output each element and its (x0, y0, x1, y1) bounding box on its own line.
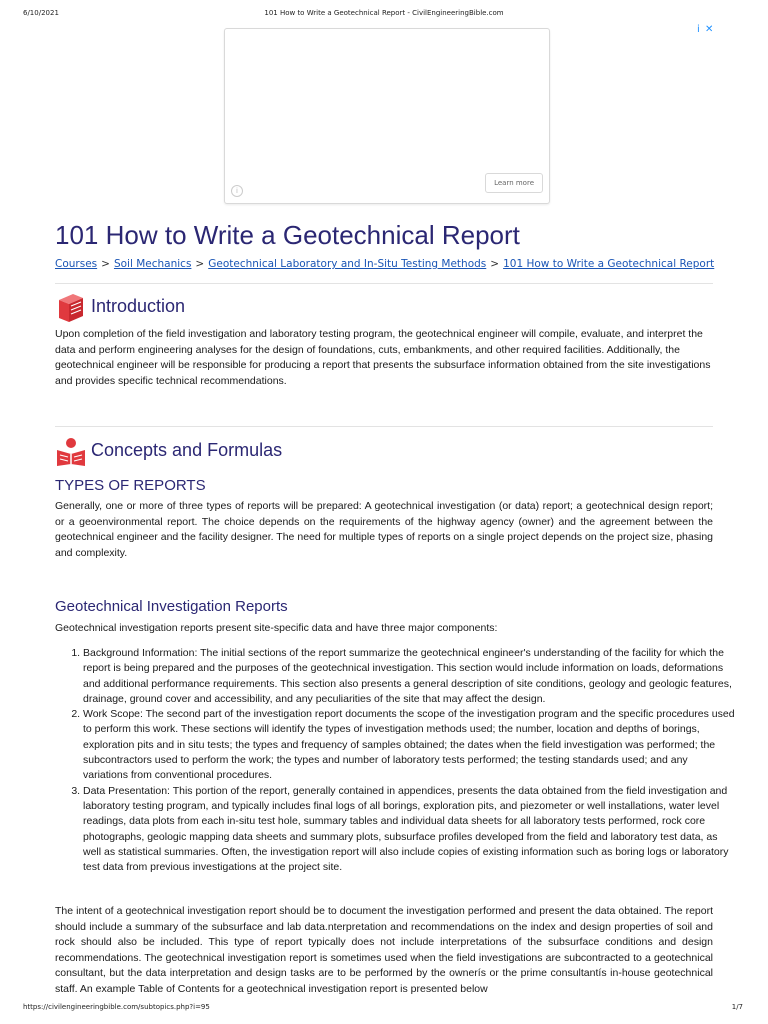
divider (55, 426, 713, 427)
list-item: 2. Work Scope: The second part of the investigation report documents the scope of the investigation program and the specific procedures used to perform this work. These sections will identify the types of investigation methods used; the number, location and depths of borings, exploration pits and in situ tests; the types and frequency of samples obtained; the dates when the field investigation was performed; the subcontractors used to perform the work; the types and number of laboratory tests performed; the testing standards used; and any variations from conventional procedures. (83, 707, 735, 783)
book-icon (55, 292, 87, 324)
gir-intro: Geotechnical investigation reports present site-specific data and have three major components: (55, 622, 498, 634)
divider (55, 283, 713, 284)
types-of-reports-heading: TYPES OF REPORTS (55, 477, 206, 494)
ad-info-icon: i (231, 185, 243, 197)
page-title: 101 How to Write a Geotechnical Report (55, 220, 520, 250)
print-title: 101 How to Write a Geotechnical Report - CivilEngineeringBible.com (264, 9, 504, 17)
ad-banner[interactable] (224, 28, 550, 204)
introduction-title: Introduction (91, 296, 186, 316)
types-of-reports-text: Generally, one or more of three types of reports will be prepared: A geotechnical investigation (or data) report; a geotechnical design report; or a geoenvironmental report. The choice depends on the requirements of the highway agency (owner) and the agreement between the geotechnical engineer and the facility designer. The need for multiple types of reports on a single project depends on the project size, phasing and complexity. (55, 500, 713, 559)
reader-icon (55, 436, 87, 468)
list-item: 1. Background Information: The initial sections of the report summarize the geotechnical engineer's understanding of the facility for which the report is being prepared and the purposes of the geotechnical investigation. This section would include information on loads, deformations and additional performance requirements. This section also presents a general description of site conditions, geology and geologic features, drainage, ground cover and accessibility, and any peculiarities of the site that may affect the design. (83, 646, 735, 707)
print-header (0, 9, 768, 21)
print-url: https://civilengineeringbible.com/subtopics.php?i=95 (23, 1003, 210, 1011)
breadcrumb-soil-mechanics[interactable]: Soil Mechanics (113, 258, 192, 270)
components-list (55, 646, 735, 875)
page-number: 1/7 (731, 1003, 743, 1011)
concepts-title: Concepts and Formulas (91, 440, 283, 460)
ad-choices-icon[interactable]: i ✕ (697, 24, 715, 35)
breadcrumb: Courses > Soil Mechanics > Geotechnical Laboratory and In-Situ Testing Methods > 101 How to Write a Geotechnical Report (55, 258, 715, 270)
breadcrumb-courses[interactable]: Courses (55, 258, 98, 270)
ad-learn-more-button[interactable]: Learn more (485, 173, 543, 193)
list-item: 3. Data Presentation: This portion of the report, generally contained in appendices, presents the data obtained from the field investigation and laboratory testing program, and typically includes final logs of all borings, exploration pits, and piezometer or well installations, water level readings, data plots from each in-situ test hole, summary tables and individual data sheets for all laboratory tests performed, rock core photographs, geologic mapping data sheets and summary plots, subsurface profiles developed from the field and laboratory test data, as well as statistical summaries. Often, the investigation report will also include copies of existing information such as boring logs or laboratory test data from previous investigations at the project site. (83, 784, 735, 876)
print-footer (0, 1003, 768, 1015)
intent-text: The intent of a geotechnical investigation report should be to document the investigation performed and present the data obtained. The report should include a summary of the subsurface and lab data.nterpretation and recommendations on the index and design properties of soil and rock should also be included. This type of report typically does not include interpretations of the subsurface conditions and design recommendations. The geotechnical investigation report is sometimes used when the field investigations are subcontracted to a geotechnical consultant, but the data interpretation and design tasks are to be performed by the ownerís or the prime consultantís in-house geotechnical staff. An example Table of Contents for a geotechnical investigation report is presented below (55, 905, 713, 995)
print-date: 6/10/2021 (23, 9, 59, 17)
introduction-text: Upon completion of the field investigation and laboratory testing program, the geotechnical engineer will compile, evaluate, and interpret the data and perform engineering analyses for the design of foundations, cuts, embankments, and other required facilities. Additionally, the geotechnical engineer will be responsible for producing a report that presents the subsurface information obtained from the site investigations and provides specific technical recommendations. (55, 328, 711, 387)
breadcrumb-testing-methods[interactable]: Geotechnical Laboratory and In-Situ Testing Methods (208, 258, 487, 270)
gir-heading: Geotechnical Investigation Reports (55, 598, 288, 615)
breadcrumb-current-page[interactable]: 101 How to Write a Geotechnical Report (503, 258, 715, 270)
